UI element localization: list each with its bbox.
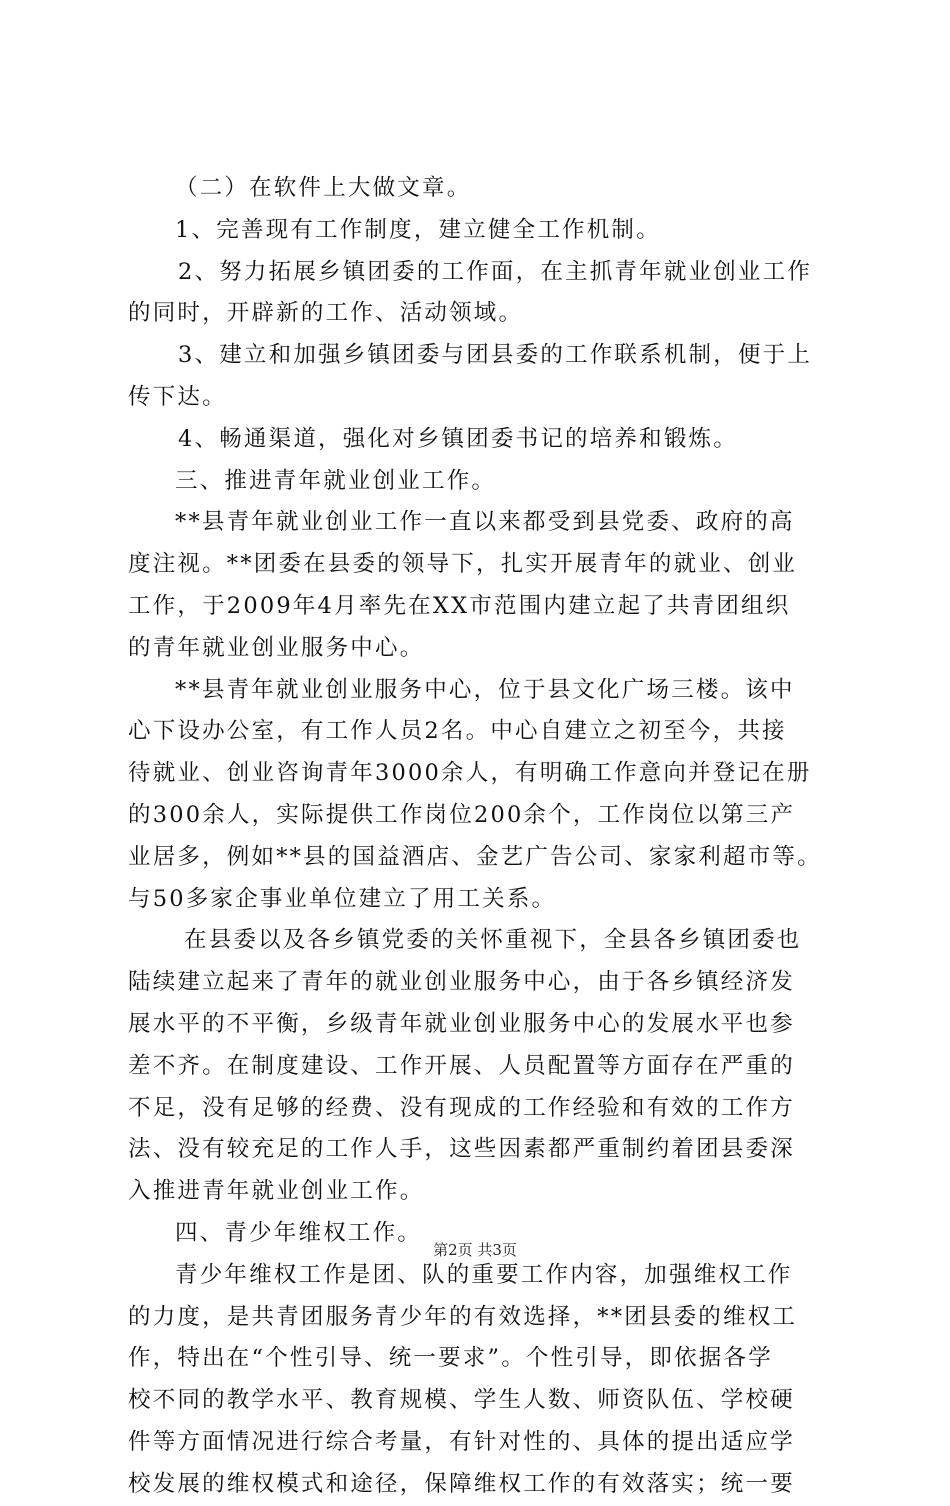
text-line-2: 1、完善现有工作制度，建立健全工作机制。	[175, 216, 661, 243]
text-line-23: 不足，没有足够的经费、没有现成的工作经验和有效的工作方	[128, 1094, 795, 1121]
text-line-16: 的300余人，实际提供工作岗位200余个，工作岗位以第三产	[128, 801, 796, 828]
text-line-13: **县青年就业创业服务中心，位于县文化广场三楼。该中	[175, 676, 795, 703]
text-line-29: 作，特出在“个性引导、统一要求”。个性引导，即依据各学	[128, 1345, 773, 1372]
text-line-32: 校发展的维权模式和途径，保障维权工作的有效落实；统一要	[128, 1470, 795, 1497]
text-line-30: 校不同的教学水平、教育规模、学生人数、师资队伍、学校硬	[128, 1387, 795, 1414]
page-number-footer: 第2页 共3页	[433, 1241, 517, 1259]
text-line-6: 传下达。	[128, 383, 227, 410]
document-body	[128, 168, 833, 1506]
text-line-1: （二）在软件上大做文章。	[175, 175, 472, 201]
text-line-5: 3、建立和加强乡镇团委与团县委的工作联系机制，便于上	[178, 342, 813, 369]
text-line-31: 件等方面情况进行综合考量，有针对性的、具体的提出适应学	[128, 1428, 795, 1455]
text-line-15: 待就业、创业咨询青年3000余人，有明确工作意向并登记在册	[128, 760, 812, 787]
text-line-11: 工作，于2009年4月率先在XX市范围内建立起了共青团组织	[128, 592, 791, 619]
text-line-17: 业居多，例如**县的国益酒店、金艺广告公司、家家利超市等。	[128, 843, 822, 870]
text-line-22: 差不齐。在制度建设、工作开展、人员配置等方面存在严重的	[128, 1052, 795, 1079]
text-line-12: 的青年就业创业服务中心。	[128, 634, 425, 661]
text-line-27: 青少年维权工作是团、队的重要工作内容，加强维权工作	[175, 1261, 793, 1288]
text-line-28: 的力度，是共青团服务青少年的有效选择，**团县委的维权工	[128, 1303, 798, 1330]
text-line-14: 心下设办公室，有工作人员2名。中心自建立之初至今，共接	[128, 718, 787, 745]
text-line-10: 度注视。**团委在县委的领导下，扎实开展青年的就业、创业	[128, 551, 798, 578]
text-line-24: 法、没有较充足的工作人手，这些因素都严重制约着团县委深	[128, 1136, 795, 1163]
text-line-26: 四、青少年维权工作。	[175, 1219, 423, 1246]
text-line-19: 在县委以及各乡镇党委的关怀重视下，全县各乡镇团委也	[184, 927, 802, 954]
text-line-20: 陆续建立起来了青年的就业创业服务中心，由于各乡镇经济发	[128, 969, 795, 996]
text-line-25: 入推进青年就业创业工作。	[128, 1178, 425, 1205]
text-line-9: **县青年就业创业工作一直以来都受到县党委、政府的高	[175, 509, 795, 536]
text-line-8: 三、推进青年就业创业工作。	[175, 467, 497, 494]
text-line-3: 2、努力拓展乡镇团委的工作面，在主抓青年就业创业工作	[178, 258, 813, 285]
text-line-18: 与50多家企事业单位建立了用工关系。	[128, 885, 557, 912]
text-line-21: 展水平的不平衡，乡级青年就业创业服务中心的发展水平也参	[128, 1010, 795, 1037]
text-line-4: 的同时，开辟新的工作、活动领域。	[128, 300, 524, 327]
text-line-7: 4、畅通渠道，强化对乡镇团委书记的培养和锻炼。	[178, 425, 738, 452]
